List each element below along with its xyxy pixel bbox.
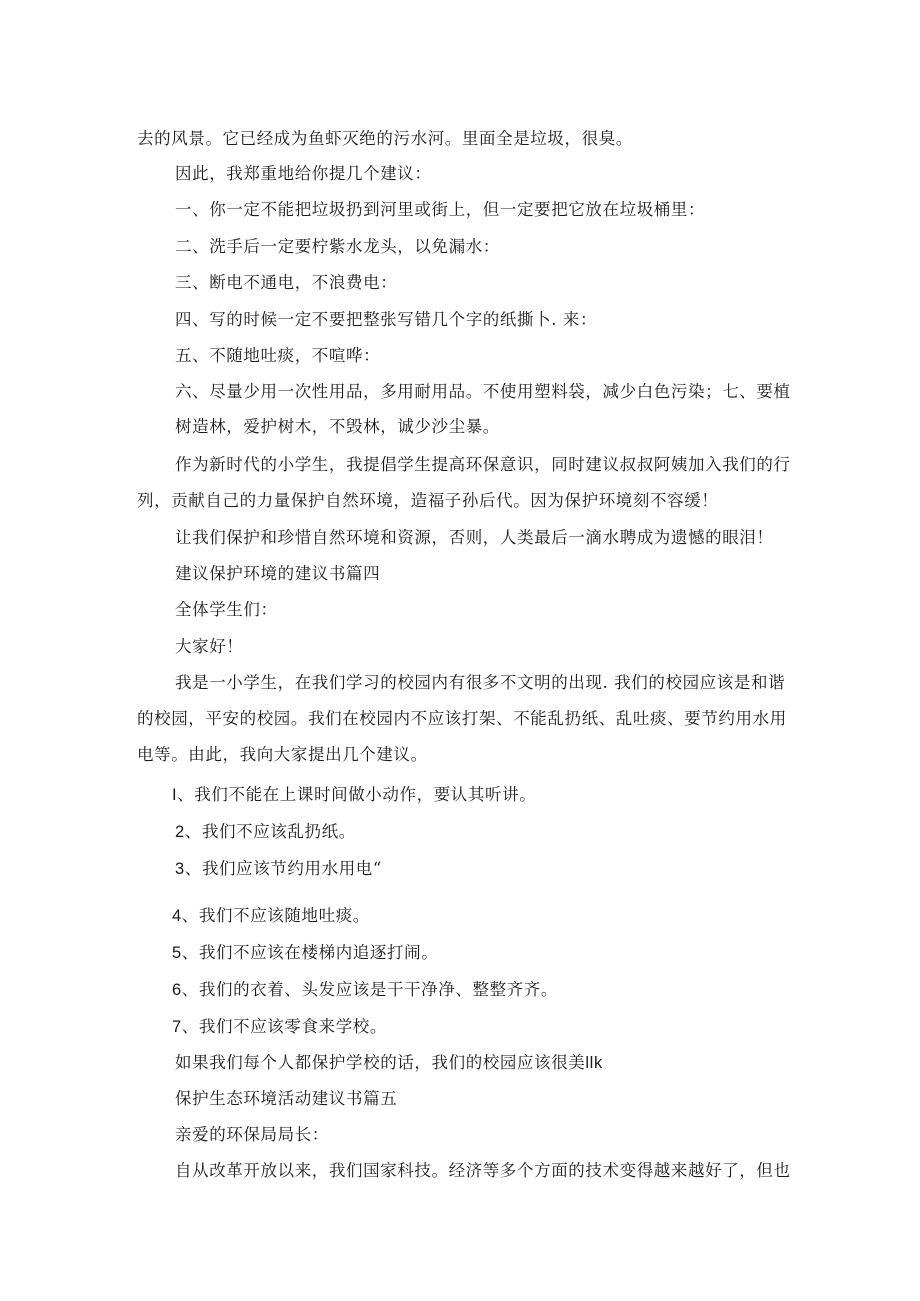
list-item-text: 我们应该节约用水用电“ [201,859,382,878]
text-line: 的校园，平安的校园。我们在校园内不应该打架、不能乱扔纸、乱吐痰、要节约用水用 [137,709,787,728]
list-marker: 7、 [172,1018,199,1036]
text-line: 因此，我郑重地给你提几个建议： [175,164,432,183]
list-marker: 3、 [175,860,202,878]
text-line: 一、你一定不能把垃圾扔到河里或街上，但一定要把它放在垃圾桶里： [175,200,706,219]
salutation: 亲爱的环保局局长： [175,1125,329,1144]
text-line: 去的风景。它已经成为鱼虾灭绝的污水河。里面全是垃圾，很臭。 [137,129,633,148]
text-line: 列，贡献自己的力量保护自然环境，造福子孙后代。因为保护环境刻不容缓！ [137,491,719,510]
list-item [172,1016,387,1038]
list-item-text: 我们的衣着、头发应该是干干净净、整整齐齐。 [198,980,558,999]
list-marker: 5、 [172,944,199,962]
text-line: 二、洗手后一定要柠紫水龙头，以免漏水： [175,237,500,256]
list-item-text: 我们不应该在楼梯内追逐打闹。 [198,943,439,962]
salutation: 全体学生们： [175,600,278,619]
list-marker: 6、 [172,981,199,999]
greeting: 大家好！ [175,637,244,656]
line-suffix: llk [585,1054,603,1072]
list-item [172,784,536,806]
text-line: 作为新时代的小学生，我提倡学生提高环保意识，同时建议叔叔阿姨加入我们的行 [175,455,791,474]
text-line: 自从改革开放以来，我们国家科技。经济等多个方面的技术变得越来越好了，但也 [175,1161,791,1180]
text-line: 树造林，爱护树木，不毁林，诚少沙尘暴。 [175,417,500,436]
list-item [172,905,370,927]
text-line: 四、写的时候一定不要把整张写错几个字的纸撕卜. 来： [175,310,598,329]
text-line: 让我们保护和珍惜自然环境和资源，否则，人类最后一滴水聘成为遗憾的眼泪！ [175,528,774,547]
text-line: 三、断电不通电，不浪费电： [175,273,398,292]
text-line: 五、不随地吐痰，不喧哗： [175,346,381,365]
list-item-text: 我们不应该零食来学校。 [198,1017,387,1036]
list-marker: I、 [172,786,195,804]
list-item [172,942,438,964]
line-text: 如果我们每个人都保护学校的话，我们的校园应该很美 [175,1053,586,1072]
section-heading: 保护生态环境活动建议书篇五 [175,1089,398,1108]
list-marker: 2、 [175,823,202,841]
list-item-text: 我们不能在上课时间做小动作，要认其听讲。 [194,785,537,804]
section-heading: 建议保护环境的建议书篇四 [175,564,381,583]
text-line: 电等。由此，我向大家提出几个建议。 [137,745,428,764]
list-item-text: 我们不应该随地吐痰。 [198,906,370,925]
list-item [175,858,382,880]
text-line: 六、尽量少用一次性用品，多用耐用品。不使用塑料袋，减少白色污染；七、要植 [175,382,791,401]
list-marker: 4、 [172,907,199,925]
list-item [175,821,356,843]
text-line: 我是一小学生，在我们学习的校园内有很多不文明的出现. 我们的校园应该是和谐 [175,673,786,692]
list-item-text: 我们不应该乱扔纸。 [201,822,356,841]
list-item [172,979,558,1001]
text-line [175,1052,603,1074]
